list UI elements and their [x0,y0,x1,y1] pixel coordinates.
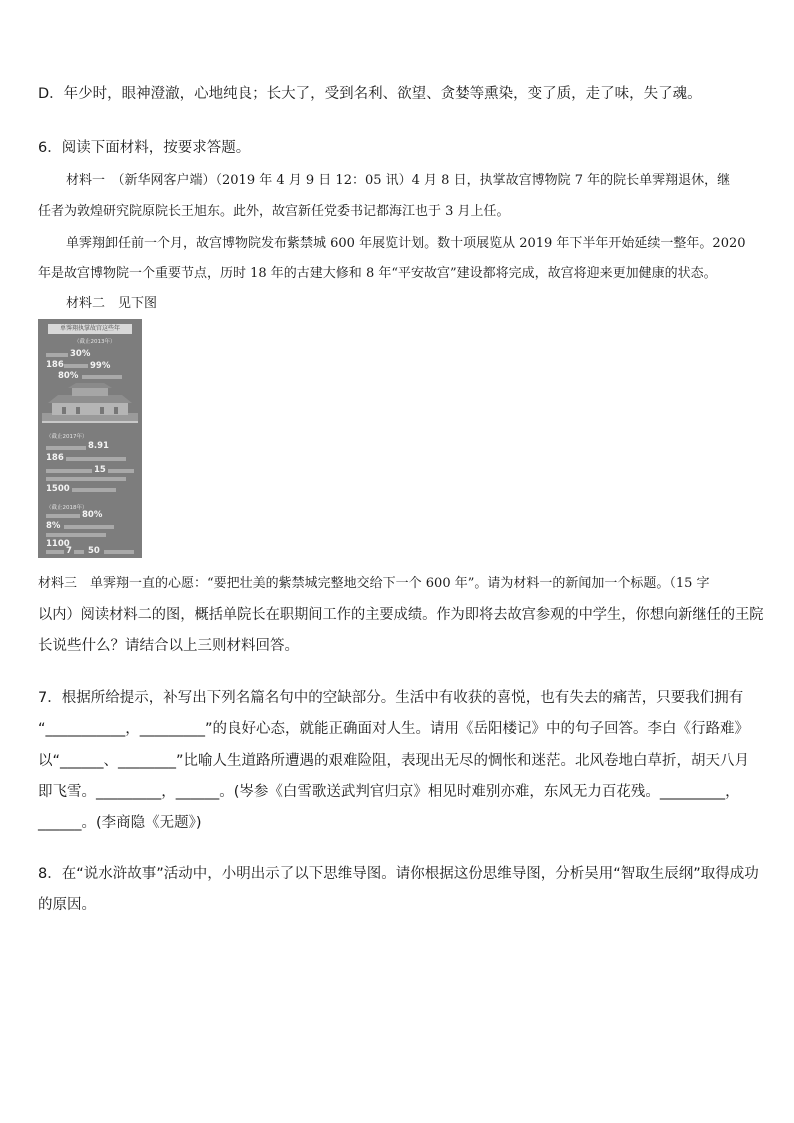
infographic-section-2018: （截止2018年） [46,505,88,511]
infographic-bar [64,364,88,368]
infographic-stat: 80% [82,510,103,520]
infographic-stat: 50 [88,546,100,556]
material-1-line-2: 任者为敦煌研究院原院长王旭东。此外，故宫新任党委书记都海江也于 3 月上任。 [38,204,510,219]
infographic-bar [74,550,84,554]
infographic-bar [46,550,64,554]
question-8-line-1: 8．在“说水浒故事”活动中，小明出示了以下思维导图。请你根据这份思维导图，分析吴用“智取生辰纲”取得成功 [38,866,759,882]
question-7-line-5: ______。(李商隐《无题》) [38,815,202,831]
infographic-stat: 1500 [46,484,70,494]
infographic-stat: 7 [66,546,72,556]
infographic-section-2013: （截止2013年） [74,339,116,345]
question-8-line-2: 的原因。 [38,897,96,913]
infographic-bar [108,469,134,473]
infographic-bar [66,457,126,461]
infographic-bar [64,525,114,529]
infographic-bar [46,533,106,537]
infographic-image [38,319,142,558]
material-1-line-3: 单霁翔卸任前一个月，故宫博物院发布紫禁城 600 年展览计划。数十项展览从 2019 年下半年开始延续一整年。2020 [66,236,746,251]
infographic-stat: 186 [46,453,64,463]
infographic-stat: 8.91 [88,441,109,451]
infographic-bar [46,469,92,473]
question-7-line-4: 即飞雪。_________，______。(岑参《白雪歌送武判官归京》相见时难别亦难，东风无力百花残。_________， [38,784,740,800]
infographic-stat: 8% [46,521,61,531]
infographic-bar [46,477,126,481]
infographic-bar [104,550,134,554]
infographic-stat: 1100 [46,539,70,549]
d-option-line: D．年少时，眼神澄澈，心地纯良；长大了，受到名利、欲望、贪婪等熏染，变了质，走了味，失了魂。 [38,86,702,102]
palace-illustration [42,383,138,427]
infographic-bar [72,488,116,492]
question-7-line-2: “___________，_________”的良好心态，就能正确面对人生。请用《岳阳楼记》中的句子回答。李白《行路难》 [38,721,750,737]
infographic-bar [46,353,68,357]
infographic-stat: 15 [94,465,106,475]
material-3-line-3: 长说些什么？请结合以上三则材料回答。 [38,638,299,654]
infographic-stat: 99% [90,361,111,371]
infographic-section-2017: （截止2017年） [46,434,88,440]
material-3-line-2: 以内）阅读材料二的图，概括单院长在职期间工作的主要成绩。作为即将去故宫参观的中学生，你想向新继任的王院 [38,607,764,623]
infographic-stat: 186 [46,360,64,370]
material-1-line-1: 材料一 （新华网客户端）（2019 年 4 月 9 日 12：05 讯）4 月 8 日，执掌故宫博物院 7 年的院长单霁翔退休，继 [66,173,731,188]
material-1-line-4: 年是故宫博物院一个重要节点，历时 18 年的古建大修和 8 年“平安故宫”建设都将完成，故宫将迎来更加健康的状态。 [38,266,717,281]
infographic-stat: 30% [70,349,91,359]
infographic-bar [46,514,80,518]
infographic-title: 单霁翔执掌故宫这些年 [48,324,132,334]
infographic-bar [82,375,122,379]
infographic-stat: 80% [58,371,79,381]
question-6-heading: 6．阅读下面材料，按要求答题。 [38,140,251,156]
question-7-line-3: 以“______、________”比喻人生道路所遭遇的艰难险阻，表现出无尽的惆怅和迷茫。北风卷地白草折，胡天八月 [38,753,750,769]
infographic-bar [46,446,86,450]
material-3-line-1: 材料三 单霁翔一直的心愿：“要把壮美的紫禁城完整地交给下一个 600 年”。请为材料一的新闻加一个标题。（15 字 [38,576,710,591]
question-7-line-1: 7．根据所给提示，补写出下列名篇名句中的空缺部分。生活中有收获的喜悦，也有失去的痛苦，只要我们拥有 [38,690,744,706]
material-2-label: 材料二 见下图 [66,296,158,311]
